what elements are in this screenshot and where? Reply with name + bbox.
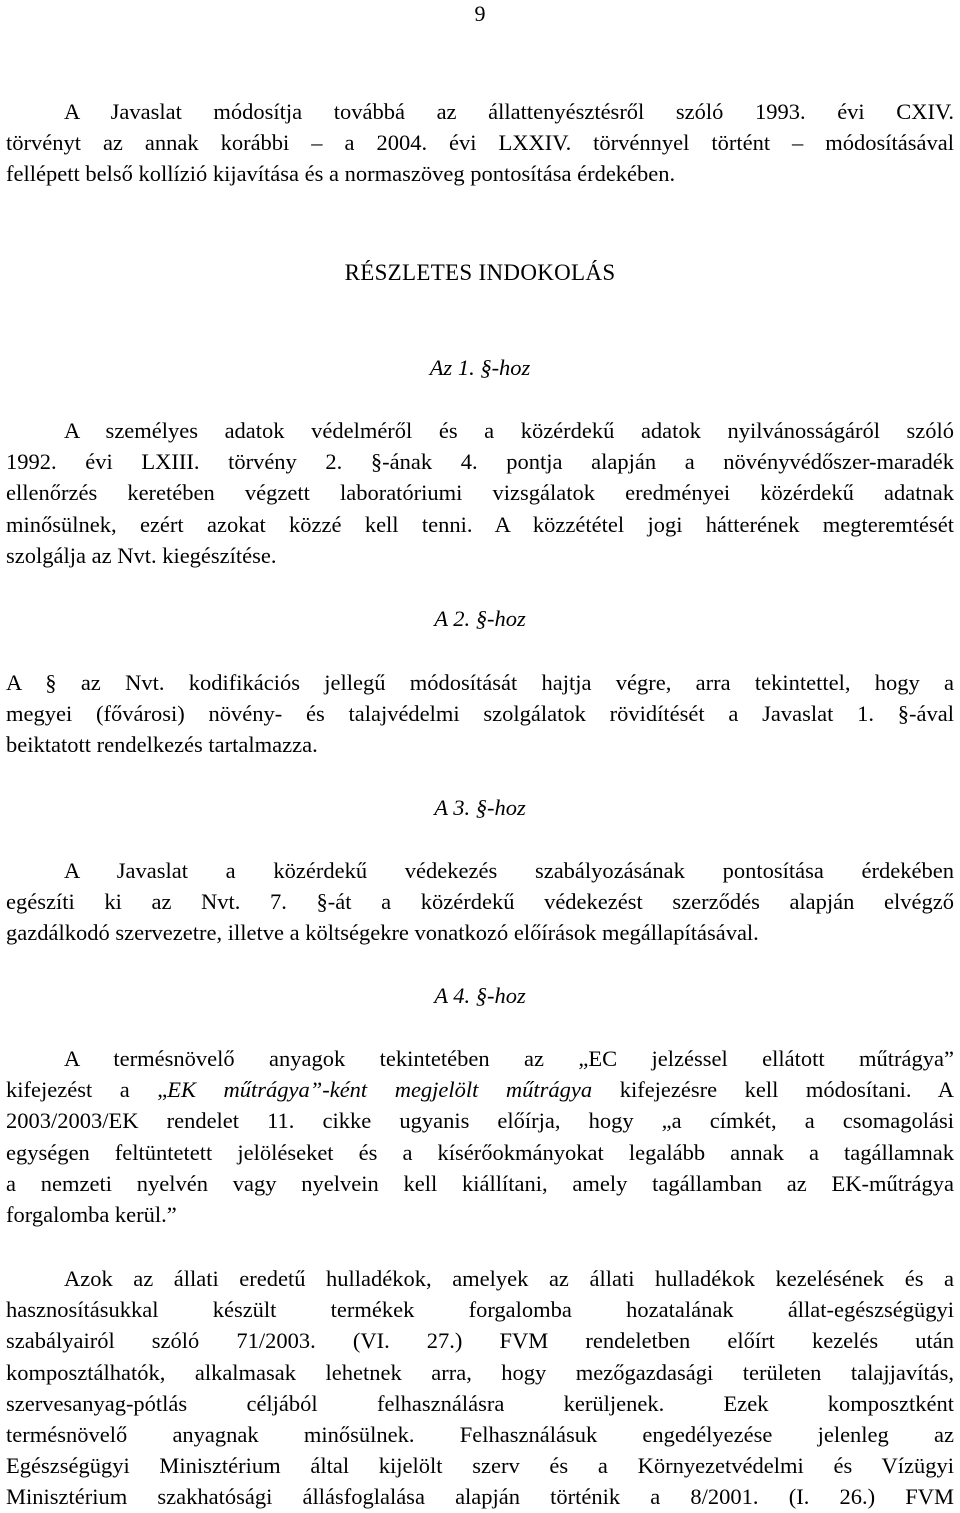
text-line: 1992. évi LXIII. törvény 2. §-ának 4. pontja alapján a növényvédőszer-maradék bbox=[6, 449, 954, 475]
text-line: megyei (fővárosi) növény- és talajvédelmi szolgálatok rövidítését a Javaslat 1. §-ával bbox=[6, 701, 954, 727]
section-title-2: A 2. §-hoz bbox=[434, 606, 526, 631]
intro-paragraph bbox=[6, 96, 954, 190]
text-line: a nemzeti nyelvén vagy nyelvein kell kiállítani, amely tagállamban az EK-műtrágya bbox=[6, 1170, 954, 1196]
document-page bbox=[6, 0, 954, 1513]
text-line: A termésnövelő anyagok tekintetében az „EC jelzéssel ellátott műtrágya” bbox=[64, 1046, 954, 1071]
text-line: ellenőrzés keretében végzett laboratóriumi vizsgálatok eredményei közérdekű adatnak bbox=[6, 480, 954, 506]
text-line: gazdálkodó szervezetre, illetve a költségekre vonatkozó előírások megállapításával. bbox=[6, 920, 759, 946]
text-fragment: kifejezést a „ bbox=[6, 1077, 168, 1103]
section-1-paragraph bbox=[6, 415, 954, 571]
section-title-4: A 4. §-hoz bbox=[434, 983, 526, 1008]
text-line: szolgálja az Nvt. kiegészítése. bbox=[6, 542, 277, 568]
section-title-3: A 3. §-hoz bbox=[434, 795, 526, 820]
text-line: törvényt az annak korábbi – a 2004. évi LXXIV. törvénnyel történt – módosításával bbox=[6, 130, 954, 156]
text-line: A személyes adatok védelméről és a közérdekű adatok nyilvánosságáról szóló bbox=[64, 418, 954, 443]
text-line: fellépett belső kollízió kijavítása és a normaszöveg pontosítása érdekében. bbox=[6, 161, 676, 187]
text-fragment: kifejezésre kell módosítani. A bbox=[592, 1077, 955, 1103]
section-title-1: Az 1. §-hoz bbox=[429, 355, 531, 380]
section-heading: RÉSZLETES INDOKOLÁS bbox=[344, 260, 616, 285]
text-line: Minisztérium szakhatósági állásfoglalása alapján történik a 8/2001. (I. 26.) FVM bbox=[6, 1484, 954, 1510]
text-line: szervesanyag-pótlás céljából felhasználásra kerüljenek. Ezek komposztként bbox=[6, 1390, 954, 1416]
text-line: egészíti ki az Nvt. 7. §-át a közérdekű védekezést szerződés alapján elvégző bbox=[6, 889, 954, 915]
text-line: A Javaslat a közérdekű védekezés szabályozásának pontosítása érdekében bbox=[64, 858, 954, 883]
text-line: A Javaslat módosítja továbbá az állattenyésztésről szóló 1993. évi CXIV. bbox=[64, 99, 954, 124]
text-line: A § az Nvt. kodifikációs jellegű módosítását hajtja végre, arra tekintettel, hogy a bbox=[6, 670, 954, 695]
section-4-paragraph-1 bbox=[6, 1043, 954, 1230]
text-line: komposztálhatók, alkalmasak lehetnek arra, hogy mezőgazdasági területen talajjavítás, bbox=[6, 1359, 954, 1385]
text-line: minősülnek, ezért azokat közzé kell tenni. A közzététel jogi hátterének megteremtését bbox=[6, 511, 954, 537]
text-line: egységen feltüntetett jelöléseket és a kísérőokmányokat legalább annak a tagállamnak bbox=[6, 1139, 954, 1165]
text-line: szabályairól szóló 71/2003. (VI. 27.) FVM rendeletben előírt kezelés után bbox=[6, 1328, 954, 1354]
text-line-with-italic bbox=[6, 1074, 954, 1105]
text-line: hasznosításukkal készült termékek forgalomba hozatalának állat-egészségügyi bbox=[6, 1297, 954, 1323]
text-line: termésnövelő anyagnak minősülnek. Felhasználásuk engedélyezése jelenleg az bbox=[6, 1422, 954, 1448]
text-line: forgalomba kerül.” bbox=[6, 1202, 177, 1228]
page-number: 9 bbox=[474, 1, 486, 26]
text-line: Egészségügyi Minisztérium által kijelölt szerv és a Környezetvédelmi és Vízügyi bbox=[6, 1453, 954, 1479]
italic-term: EK műtrágya”-ként megjelölt műtrágya bbox=[167, 1077, 593, 1103]
text-line: 2003/2003/EK rendelet 11. cikke ugyanis előírja, hogy „a címkét, a csomagolási bbox=[6, 1108, 954, 1134]
section-3-paragraph bbox=[6, 855, 954, 949]
text-line: Azok az állati eredetű hulladékok, amelyek az állati hulladékok kezelésének és a bbox=[64, 1266, 954, 1291]
section-4-paragraph-2 bbox=[6, 1263, 954, 1513]
section-2-paragraph bbox=[6, 667, 954, 761]
text-line: beiktatott rendelkezés tartalmazza. bbox=[6, 732, 318, 758]
